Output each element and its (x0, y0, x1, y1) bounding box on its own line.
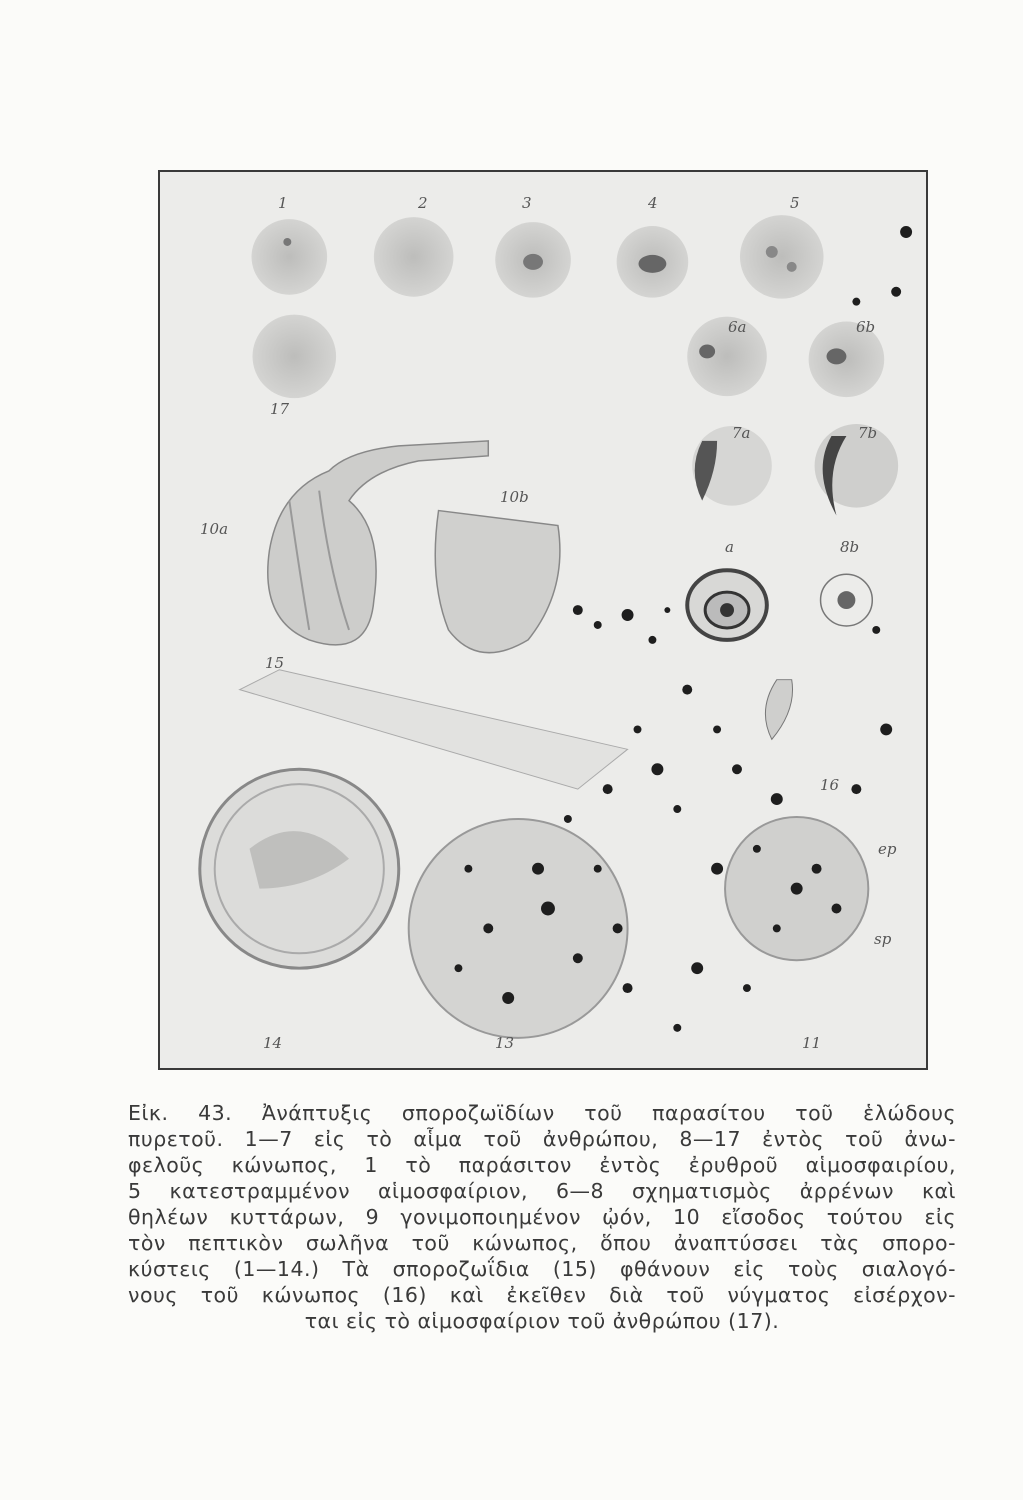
sporozoite-16 (765, 680, 792, 740)
caption-line: Εἰκ. 43. Ἀνάπτυξις σποροζωϊδίων τοῦ παρασίτου τοῦ ἑλώδους (128, 1101, 956, 1125)
stomach-10b (435, 511, 560, 653)
label-17: 17 (270, 400, 290, 418)
figure-plate (158, 170, 928, 1070)
caption-line: 5 κατεστραμμένον αἱμοσφαίριον, 6—8 σχηματισμὸς ἀρρένων καὶ (128, 1179, 956, 1203)
cell-17 (253, 315, 337, 399)
label-11: 11 (802, 1034, 822, 1052)
label-6a: 6a (728, 318, 747, 336)
figure-caption (128, 1100, 956, 1334)
label-4: 4 (648, 194, 658, 212)
label-7b: 7b (858, 424, 878, 442)
caption-line: νους τοῦ κώνωπος (16) καὶ ἐκεῖθεν διὰ τοῦ νύγματος εἰσέρχον- (128, 1283, 956, 1307)
label-sp: sp (874, 930, 892, 948)
label-16: 16 (820, 776, 840, 794)
caption-line: πυρετοῦ. 1—7 εἰς τὸ αἷμα τοῦ ἀνθρώπου, 8—17 ἐντὸς τοῦ ἀνω- (128, 1127, 956, 1151)
label-10b: 10b (500, 488, 529, 506)
label-6b: 6b (856, 318, 876, 336)
label-ep: ep (878, 840, 897, 858)
label-3: 3 (522, 194, 532, 212)
sporocyst-13 (409, 819, 628, 1038)
label-7a: 7a (732, 424, 751, 442)
label-14: 14 (263, 1034, 283, 1052)
label-1: 1 (278, 194, 288, 212)
label-15: 15 (265, 654, 285, 672)
caption-line: κύστεις (1—14.) Τὰ σποροζωΐδια (15) φθάνουν εἰς τοὺς σιαλογό- (128, 1257, 956, 1281)
plate-illustration (160, 172, 926, 1068)
cell-5 (740, 215, 824, 299)
caption-line: φελοῦς κώνωπος, 1 τὸ παράσιτον ἐντὸς ἐρυθροῦ αἱμοσφαιρίου, (128, 1153, 956, 1177)
cell-1 (252, 219, 328, 295)
label-2: 2 (418, 194, 428, 212)
label-13: 13 (495, 1034, 515, 1052)
cell-2 (374, 217, 454, 297)
caption-line: ται εἰς τὸ αἱμοσφαίριον τοῦ ἀνθρώπου (17). (304, 1309, 780, 1333)
caption-line: θηλέων κυττάρων, 9 γονιμοποιημένον ᾠόν, 10 εἴσοδος τούτου εἰς (128, 1205, 956, 1229)
label-8b: 8b (840, 538, 860, 556)
label-9a: a (725, 538, 734, 556)
caption-line: τὸν πεπτικὸν σωλῆνα τοῦ κώνωπος, ὅπου ἀναπτύσσει τὰς σπορο- (128, 1231, 956, 1255)
label-10a: 10a (200, 520, 229, 538)
label-5: 5 (790, 194, 800, 212)
